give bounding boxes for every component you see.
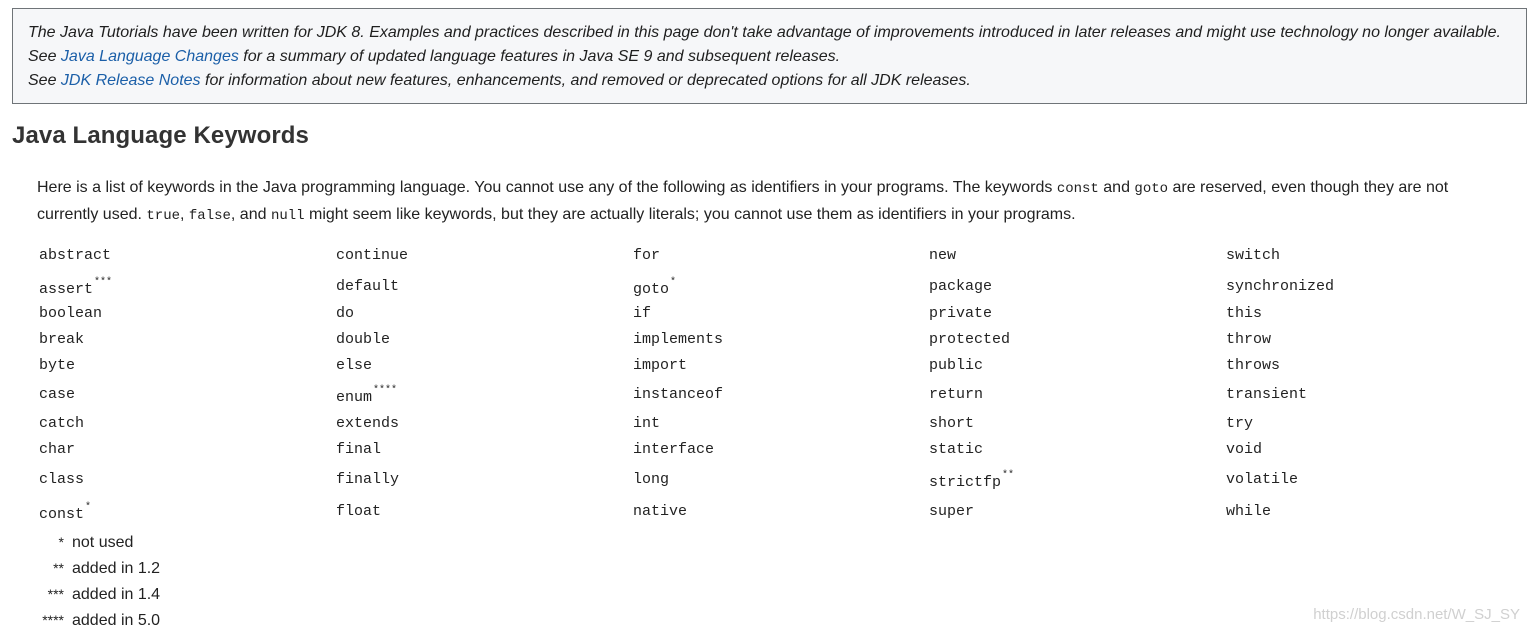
keyword-text: package (929, 278, 993, 295)
legend-text: added in 5.0 (72, 612, 161, 629)
jdk-release-notes-link[interactable]: JDK Release Notes (60, 72, 201, 89)
keyword-text: long (633, 471, 670, 488)
keyword-new (929, 247, 956, 265)
inline-code: goto (1134, 181, 1169, 197)
keyword-text: class (39, 471, 85, 488)
keyword-text: super (929, 503, 975, 520)
legend-row (37, 558, 160, 579)
keyword-text: float (336, 503, 382, 520)
keyword-protected (929, 331, 1010, 349)
keyword-strictfp (929, 470, 1015, 492)
keyword-abstract (39, 247, 111, 265)
keyword-switch (1226, 247, 1280, 265)
keyword-default (336, 278, 399, 296)
notice-text: See (28, 72, 61, 89)
keyword-throw (1226, 331, 1271, 349)
notice-line-3 (28, 69, 1526, 93)
keyword-text: interface (633, 441, 715, 458)
notice-text: for a summary of updated language features in Java SE 9 and subsequent releases. (238, 48, 841, 65)
legend-stars: *** (47, 586, 64, 602)
keyword-public (929, 357, 983, 375)
keyword-int (633, 415, 660, 433)
keyword-text: static (929, 441, 984, 458)
legend-row (37, 532, 133, 553)
keyword-text: byte (39, 357, 76, 374)
keyword-byte (39, 357, 75, 375)
footnote-marker: * (670, 277, 677, 288)
keyword-text: switch (1226, 247, 1281, 264)
notice-box (12, 8, 1527, 104)
keyword-text: for (633, 247, 661, 264)
keyword-text: assert (39, 281, 94, 298)
footnote-marker: **** (373, 385, 398, 396)
legend-text: added in 1.4 (72, 586, 161, 603)
keyword-try (1226, 415, 1253, 433)
keyword-else (336, 357, 372, 375)
inline-code: false (188, 208, 231, 224)
keyword-throws (1226, 357, 1280, 375)
keyword-text: return (929, 386, 984, 403)
intro-text: , and (230, 206, 271, 223)
intro-text: are reserved, even though they are not currently used. (37, 179, 1449, 223)
inline-code: const (1056, 181, 1099, 197)
notice-line-2 (28, 45, 1526, 69)
keyword-text: instanceof (633, 386, 724, 403)
keyword-text: default (336, 278, 400, 295)
keyword-text: else (336, 357, 373, 374)
footnote-marker: *** (94, 277, 113, 288)
watermark: https://blog.csdn.net/W_SJ_SY (1313, 606, 1520, 623)
inline-code: true (146, 208, 180, 224)
keyword-text: strictfp (929, 474, 1002, 491)
keyword-text: import (633, 357, 688, 374)
legend-row (37, 610, 160, 631)
keyword-static (929, 441, 983, 459)
inline-code: null (270, 208, 305, 224)
keyword-text: implements (633, 331, 724, 348)
keyword-do (336, 305, 354, 323)
notice-text: See (28, 48, 61, 65)
keyword-enum (336, 385, 398, 407)
keyword-text: throw (1226, 331, 1272, 348)
keyword-super (929, 503, 974, 521)
keyword-for (633, 247, 660, 265)
keyword-package (929, 278, 992, 296)
keyword-volatile (1226, 471, 1298, 489)
legend-stars: * (58, 534, 64, 550)
keyword-text: catch (39, 415, 85, 432)
legend-text: added in 1.2 (72, 560, 161, 577)
keyword-this (1226, 305, 1262, 323)
keyword-boolean (39, 305, 102, 323)
keyword-text: finally (336, 471, 400, 488)
keyword-catch (39, 415, 84, 433)
keyword-text: private (929, 305, 993, 322)
intro-text: might seem like keywords, but they are actually literals; you cannot use them as identifiers in your programs. (304, 206, 1076, 223)
keyword-text: public (929, 357, 984, 374)
keyword-text: while (1226, 503, 1272, 520)
keyword-text: case (39, 386, 76, 403)
keyword-text: do (336, 305, 355, 322)
keyword-while (1226, 503, 1271, 521)
keyword-text: boolean (39, 305, 103, 322)
keyword-text: int (633, 415, 661, 432)
keyword-goto (633, 277, 677, 299)
keyword-text: throws (1226, 357, 1281, 374)
keyword-double (336, 331, 390, 349)
footnote-marker: * (85, 502, 92, 513)
keyword-text: void (1226, 441, 1263, 458)
keyword-assert (39, 277, 113, 299)
keyword-text: enum (336, 389, 373, 406)
footnote-marker: ** (1002, 470, 1015, 481)
keyword-implements (633, 331, 723, 349)
java-language-changes-link[interactable]: Java Language Changes (60, 48, 239, 65)
keyword-text: protected (929, 331, 1011, 348)
intro-text: , (180, 206, 189, 223)
keyword-text: double (336, 331, 391, 348)
keyword-text: transient (1226, 386, 1308, 403)
intro-text: and (1098, 179, 1135, 196)
keyword-text: final (336, 441, 382, 458)
keyword-text: abstract (39, 247, 112, 264)
keyword-const (39, 502, 92, 524)
keyword-text: this (1226, 305, 1263, 322)
keyword-text: const (39, 506, 85, 523)
intro-paragraph (37, 175, 1477, 229)
notice-text: The Java Tutorials have been written for JDK 8. Examples and practices described in this page don't take advantage of improvements introduced in later releases and might use technology no longer available. (28, 24, 1501, 41)
keyword-text: if (633, 305, 652, 322)
keyword-text: synchronized (1226, 278, 1335, 295)
keyword-final (336, 441, 381, 459)
keyword-short (929, 415, 974, 433)
keyword-text: extends (336, 415, 400, 432)
keyword-native (633, 503, 687, 521)
keyword-finally (336, 471, 399, 489)
keyword-import (633, 357, 687, 375)
legend-stars: **** (42, 612, 64, 628)
keyword-text: char (39, 441, 76, 458)
keyword-instanceof (633, 386, 723, 404)
legend-text: not used (72, 534, 134, 551)
legend-stars: ** (53, 560, 64, 576)
keyword-text: continue (336, 247, 409, 264)
keyword-long (633, 471, 669, 489)
legend-row (37, 584, 160, 605)
keyword-text: native (633, 503, 688, 520)
keyword-case (39, 386, 75, 404)
keyword-text: volatile (1226, 471, 1299, 488)
keyword-class (39, 471, 84, 489)
keyword-void (1226, 441, 1262, 459)
keyword-text: break (39, 331, 85, 348)
keyword-interface (633, 441, 714, 459)
keyword-text: short (929, 415, 975, 432)
keyword-float (336, 503, 381, 521)
page-title: Java Language Keywords (12, 122, 309, 149)
keyword-continue (336, 247, 408, 265)
keyword-transient (1226, 386, 1307, 404)
keyword-text: goto (633, 281, 670, 298)
keyword-text: try (1226, 415, 1254, 432)
keyword-break (39, 331, 84, 349)
notice-line-1 (28, 21, 1526, 45)
keyword-private (929, 305, 992, 323)
notice-text: for information about new features, enhancements, and removed or deprecated options for all JDK releases. (200, 72, 971, 89)
keyword-extends (336, 415, 399, 433)
intro-text: Here is a list of keywords in the Java programming language. You cannot use any of the following as identifiers in your programs. The keywords (37, 179, 1057, 196)
keyword-synchronized (1226, 278, 1334, 296)
keyword-return (929, 386, 983, 404)
keyword-if (633, 305, 651, 323)
keyword-text: new (929, 247, 957, 264)
keyword-char (39, 441, 75, 459)
